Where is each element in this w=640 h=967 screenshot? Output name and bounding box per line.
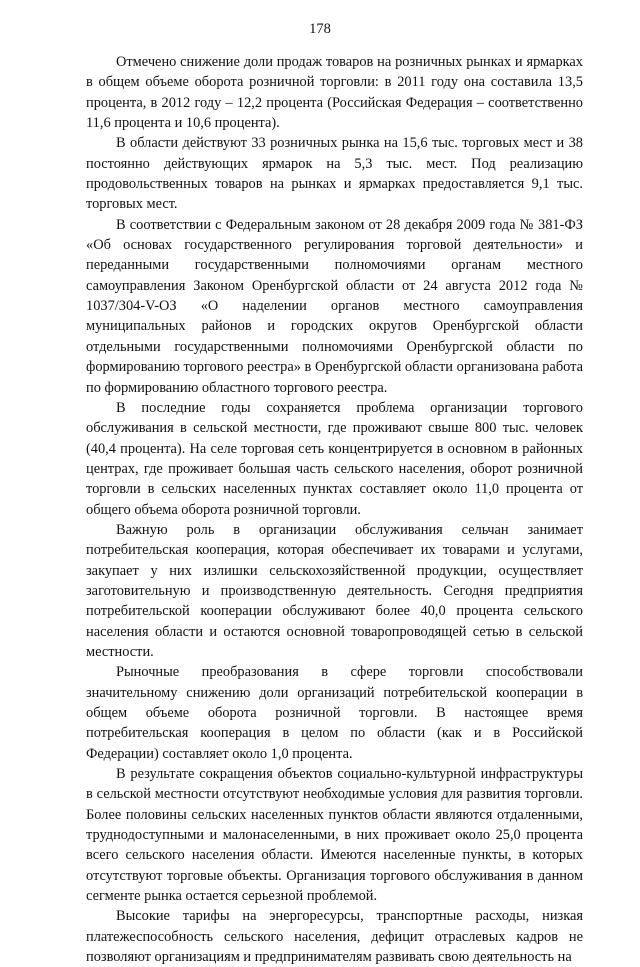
paragraph-retail-markets-share: Отмечено снижение доли продаж товаров на розничных рынках и ярмарках в общем объеме оборота розничной торговли: в 2011 году она составила 13,5 процента, в 2012 году – 12,2 процента (Российская Федерация – соответственно 11,6 процента и 10,6 процента). xyxy=(86,54,583,132)
paragraph-market-transformations: Рыночные преобразования в сфере торговли способствовали значительному снижению доли организаций потребительской кооперации в общем объеме оборота розничной торговли. В настоящее время потребительская кооперация в целом по области (как и в Российской Федерации) составляет около 1,0 процента. xyxy=(86,664,583,762)
page-number: 178 xyxy=(309,21,331,37)
body-text xyxy=(86,52,583,967)
paragraph-trade-register: В соответствии с Федеральным законом от 28 декабря 2009 года № 381-ФЗ «Об основах государственного регулирования торговой деятельности» и переданными государственными полномочиями органам местного самоуправления Законом Оренбургской области от 24 августа 2012 года № 1037/304-V-ОЗ «О наделении органов местного самоуправления муниципальных районов и городских округов Оренбургской области отдельными государственными полномочиями Оренбургской области по формированию торгового реестра» в Оренбургской области организована работа по формированию областного торгового реестра. xyxy=(86,216,583,396)
paragraph-high-tariffs: Высокие тарифы на энергоресурсы, транспортные расходы, низкая платежеспособность сельского населения, дефицит отраслевых кадров не позволяют организациям и предпринимателям развивать свою деятельность на xyxy=(86,908,583,966)
paragraph-rural-trade-service: В последние годы сохраняется проблема организации торгового обслуживания в сельской местности, где проживают свыше 800 тыс. человек (40,4 процента). На селе торговая сеть концентрируется в основном в районных центрах, где проживает большая часть сельского населения, оборот розничной торговли в сельских населенных пунктах составляет около 11,0 процента от общего объема оборота розничной торговли. xyxy=(86,399,583,518)
paragraph-rural-infrastructure: В результате сокращения объектов социально-культурной инфраструктуры в сельской местности отсутствуют необходимые условия для развития торговли. Более половины сельских населенных пунктов области являются отдаленными, труднодоступными и малонаселенными, в них проживает около 25,0 процента всего сельского населения области. Имеются населенные пункты, в которых отсутствуют торговые объекты. Организация торгового обслуживания в данном сегменте рынка остается серьезной проблемой. xyxy=(86,766,583,905)
paragraph-markets-and-fairs: В области действуют 33 розничных рынка на 15,6 тыс. торговых мест и 38 постоянно действующих ярмарок на 5,3 тыс. мест. Под реализацию продовольственных товаров на рынках и ярмарках предоставляется 9,1 тыс. торговых мест. xyxy=(86,135,583,213)
paragraph-consumer-cooperation-role: Важную роль в организации обслуживания сельчан занимает потребительская кооперация, которая обеспечивает их товарами и услугами, закупает у них излишки сельскохозяйственной продукции, осуществляет заготовительную и производственную деятельность. Сегодня предприятия потребительской кооперации обслуживают более 40,0 процента сельского населения области и остаются основной товаропроводящей сетью в сельской местности. xyxy=(86,521,583,660)
